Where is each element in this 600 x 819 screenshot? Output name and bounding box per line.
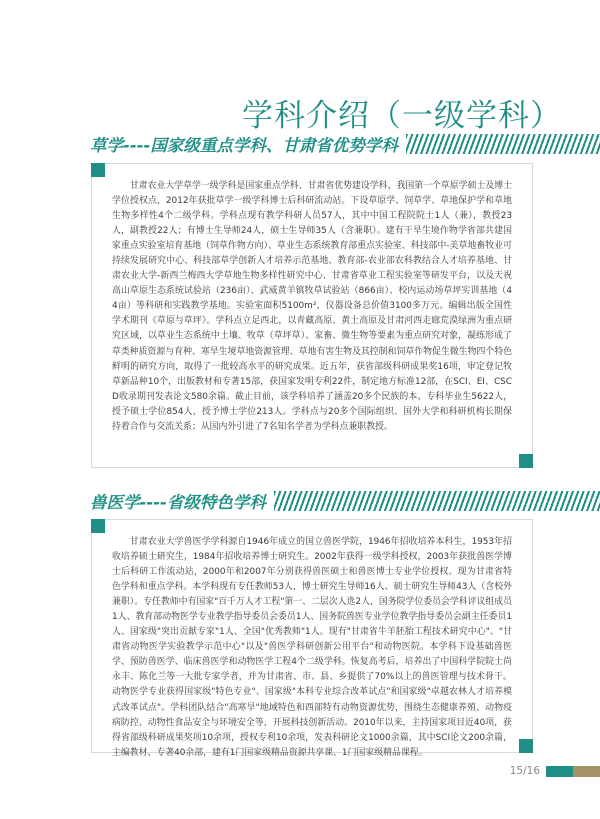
section-title-veterinary: 兽医学----省级特色学科	[90, 493, 266, 512]
corner-marker-icon	[519, 739, 533, 753]
footer-color-bar	[546, 766, 600, 777]
corner-marker-icon	[91, 519, 105, 533]
decorative-stripes	[274, 491, 600, 511]
page-footer	[400, 762, 600, 780]
page-title: 学科介绍（一级学科）	[242, 98, 562, 134]
page-number: 15/16	[509, 765, 540, 777]
section-box-veterinary	[91, 519, 533, 758]
section-body-veterinary: 甘肃农业大学兽医学学科源自1946年成立的国立兽医学院，1946年招收培养本科生，1953年招收培养硕士研究生，1984年招收培养博士研究生。2002年获得一级学科授权，2003年获批兽医学博士后科研工作流动站，2000年和2007年分别获得兽医硕士和兽医博士专业学位授权。现为甘肃省特色学科和重点学科。本学科现有专任教师53人，博士研究生导师16人、硕士研究生导师43人（含校外兼职）。专任教师中有国家"百千万人才工程"第一、二层次人选2人，国务院学位委员会学科评议组成员1人、教育部动物医学专业教学指导委员会委员1人、国务院兽医专业学位教学指导委员会副主任委员1人、国家级"突出贡献专家"1人、全国"优秀教师"1人。现有"甘肃省牛羊胚胎工程技术研究中心"、"甘肃省动物医学实验教学示范中心"以及"兽医学科研创新公用平台"和动物医院。本学科下设基础兽医学、预防兽医学、临床兽医学和动物医学工程4个二级学科。恢复高考后，培养出了中国科学院院士尚永丰、陈化兰等一大批专家学者，并为甘肃省、市、县、乡提供了70%以上的兽医管理与技术骨干。动物医学专业获得国家级"特色专业"、国家级"本科专业综合改革试点"和国家级"卓越农林人才培养模式改革试点"。学科团队结合"高寒旱"地域特色和西部特有动物资源优势，围绕生态健康养殖、动物疫病防控、动物性食品安全与环境安全等，开展科技创新活动。2010年以来，主持国家项目近40项，获得省部级科研成果奖项10余项，授权专利10余项，发表科研论文1000余篇，其中SCI论文200余篇，主编教材、专著40余部，建有1门国家级精品资源共享课、1门国家级精品课程。	[112, 537, 512, 758]
section-header-veterinary	[90, 490, 600, 512]
section-header-grassland	[90, 133, 600, 155]
corner-marker-icon	[519, 454, 533, 468]
section-box-grassland	[91, 163, 533, 468]
decorative-stripes	[406, 134, 600, 154]
section-title-grassland: 草学----国家级重点学科、甘肃省优势学科	[90, 136, 398, 155]
corner-marker-icon	[91, 163, 105, 177]
section-body-grassland: 甘肃农业大学草学一级学科是国家重点学科、甘肃省优势建设学科，我国第一个草原学硕士及博士学位授权点，2012年获批草学一级学科博士后科研流动站。下设草原学、饲草学、草地保护学和草地生物多样性4个二级学科。学科点现有教学科研人员57人，其中中国工程院院士1人（兼），教授23人，副教授22人；有博士生导师24人，硕士生导师35人（含兼职）。建有干旱生境作物学省部共建国家重点实验室培育基地（饲草作物方向）、草业生态系统教育部重点实验室、科技部中-美草地畜牧业可持续发展研究中心、科技部草学创新人才培养示范基地、教育部-农业部农科教结合人才培养基地、甘肃农业大学-新西兰梅西大学草地生物多样性研究中心、甘肃省草业工程实验室等研发平台，以及天祝高山草原生态系统试验站（236亩）、武威黄羊镇牧草试验站（866亩）、校内运动场草坪实训基地（44亩）等科研和实践教学基地。实验室面积5100m²，仪器设备总价值3100多万元。编辑出版全国性学术期刊《草原与草坪》。学科点立足西北，以青藏高原、黄土高原及甘肃河西走廊荒漠绿洲为重点研究区域，以草业生态系统中土壤、牧草（草坪草）、家畜、微生物等要素为重点研究对象，凝练形成了草类种质资源与育种、寒旱生境草地资源管理、草地有害生物及其控制和饲草作物促生微生物四个特色鲜明的研究方向，取得了一批较高水平的研究成果。近五年，获省部级科研成果奖16项，审定登记牧草新品种10个，出版教材和专著15部，获国家发明专利22件，制定地方标准12部，在SCI、EI、CSCD收录期刊发表论文580余篇。截止目前，该学科培养了涵盖20多个民族的本、专科毕业生5622人，授予硕士学位854人，授予博士学位213人。学科点与20多个国际组织、国外大学和科研机构长期保持着合作与交流关系；从国内外引进了7名知名学者为学科点兼职教授。	[112, 181, 512, 432]
